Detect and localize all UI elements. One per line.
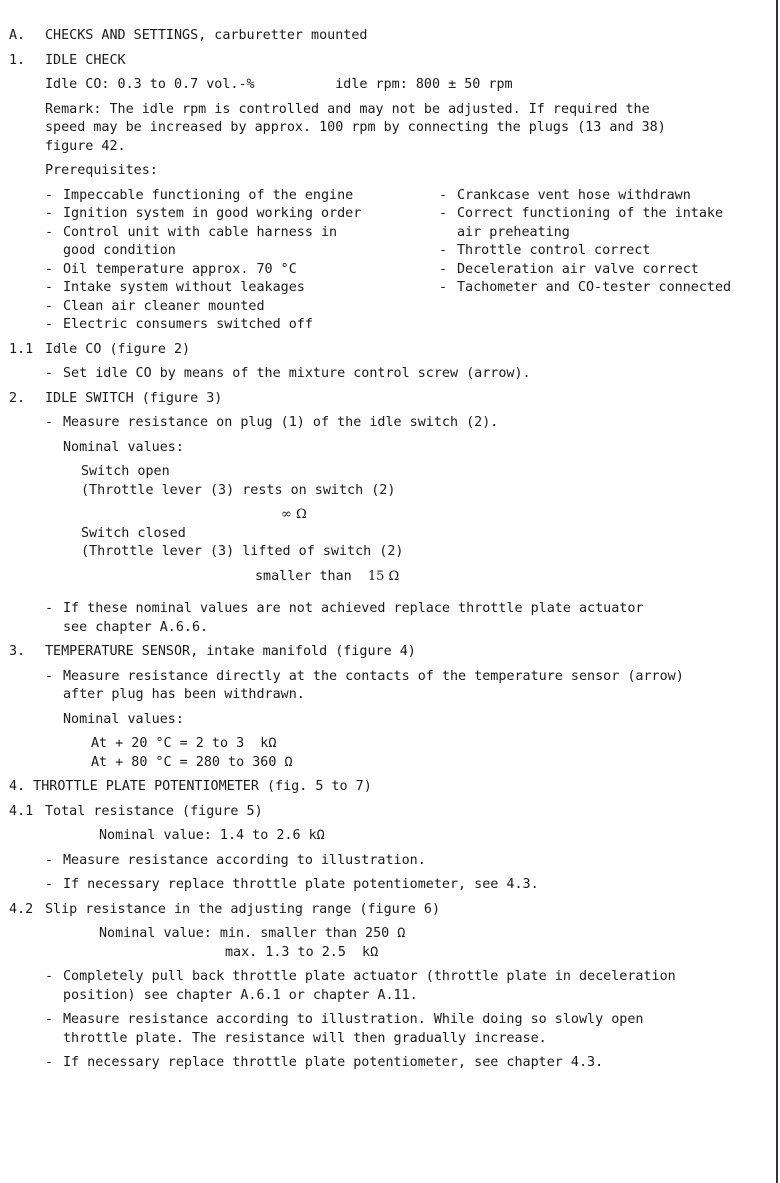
switch-closed-value: smaller than 15 Ω: [255, 568, 400, 584]
list-item: - If necessary replace throttle plate potentiometer, see chapter 4.3.: [45, 1055, 604, 1070]
list-item: - Ignition system in good working order: [45, 206, 362, 221]
list-item: - Oil temperature approx. 70 °C: [45, 261, 297, 277]
switch-closed-label: Switch closed: [81, 525, 186, 541]
list-item-cont: see chapter A.6.6.: [63, 619, 209, 635]
switch-open-label: Switch open: [81, 464, 170, 479]
list-item: - Set idle CO by means of the mixture control screw (arrow).: [45, 366, 531, 381]
section-4-2-heading: 4.2 Slip resistance in the adjusting range (figure 6): [9, 901, 441, 917]
list-item-cont: throttle plate. The resistance will then gradually increase.: [63, 1030, 547, 1046]
list-item: - Measure resistance according to illustration.: [45, 852, 426, 868]
switch-closed-note: (Throttle lever (3) lifted of switch (2): [81, 544, 404, 559]
section-2-heading: 2. IDLE SWITCH (figure 3): [9, 390, 223, 406]
list-item-cont: after plug has been withdrawn.: [63, 687, 305, 702]
list-item: - Impeccable functioning of the engine: [45, 187, 354, 203]
list-item-cont: position) see chapter A.6.1 or chapter A.11.: [63, 987, 418, 1003]
list-item: - Throttle control correct: [439, 243, 651, 258]
list-item: - Crankcase vent hose withdrawn: [439, 187, 691, 203]
section-4-heading: 4. THROTTLE PLATE POTENTIOMETER (fig. 5 to 7): [9, 779, 372, 794]
prerequisites-list: [9, 187, 769, 335]
nominal-value-max: max. 1.3 to 2.5 kΩ: [225, 944, 379, 960]
nominal-value: Nominal value: 1.4 to 2.6 kΩ: [99, 828, 325, 843]
list-item: - Correct functioning of the intake: [439, 206, 724, 221]
section-1-1-heading: 1.1 Idle CO (figure 2): [9, 341, 191, 357]
list-item: - Clean air cleaner mounted: [45, 298, 265, 314]
list-item: - Tachometer and CO-tester connected: [439, 280, 732, 295]
switch-open-value: ∞ Ω: [281, 507, 307, 522]
prerequisites-title: Prerequisites:: [45, 163, 158, 178]
section-4-1-heading: 4.1 Total resistance (figure 5): [9, 803, 263, 819]
document-page: [9, 27, 769, 1073]
remark-line-1: Remark: The idle rpm is controlled and may not be adjusted. If required the: [45, 101, 650, 117]
nominal-values-label: Nominal values:: [63, 439, 184, 455]
list-item-cont: good condition: [63, 243, 176, 258]
list-item: - Measure resistance directly at the contacts of the temperature sensor (arrow): [45, 668, 684, 684]
prerequisites-right: [439, 187, 769, 335]
list-item: - Intake system without leakages: [45, 280, 305, 295]
list-item: - Deceleration air valve correct: [439, 261, 699, 277]
list-item: - If necessary replace throttle plate potentiometer, see 4.3.: [45, 877, 539, 892]
nominal-values-label: Nominal values:: [63, 711, 184, 727]
temp-value-20: At + 20 °C = 2 to 3 kΩ: [91, 736, 277, 751]
switch-open-note: (Throttle lever (3) rests on switch (2): [81, 482, 396, 498]
section-a-heading: A. CHECKS AND SETTINGS, carburetter mounted: [9, 28, 368, 43]
page-edge-rule: [776, 0, 778, 1183]
list-item: - Completely pull back throttle plate actuator (throttle plate in deceleration: [45, 969, 676, 984]
temp-value-80: At + 80 °C = 280 to 360 Ω: [91, 754, 293, 770]
list-item: - Measure resistance according to illustration. While doing so slowly open: [45, 1012, 644, 1027]
prerequisites-left: [45, 187, 439, 335]
list-item-cont: air preheating: [457, 224, 570, 240]
section-3-heading: 3. TEMPERATURE SENSOR, intake manifold (figure 4): [9, 644, 416, 659]
remark-line-2: speed may be increased by approx. 100 rpm by connecting the plugs (13 and 38): [45, 120, 666, 135]
list-item: - If these nominal values are not achieved replace throttle plate actuator: [45, 601, 644, 616]
list-item: - Electric consumers switched off: [45, 317, 313, 332]
nominal-value-min: Nominal value: min. smaller than 250 Ω: [99, 926, 406, 941]
idle-values: Idle CO: 0.3 to 0.7 vol.-% idle rpm: 800 ± 50 rpm: [45, 77, 513, 92]
remark-line-3: figure 42.: [45, 138, 126, 154]
list-item: - Measure resistance on plug (1) of the idle switch (2).: [45, 415, 499, 430]
list-item: - Control unit with cable harness in: [45, 224, 338, 240]
section-1-heading: 1. IDLE CHECK: [9, 52, 126, 68]
